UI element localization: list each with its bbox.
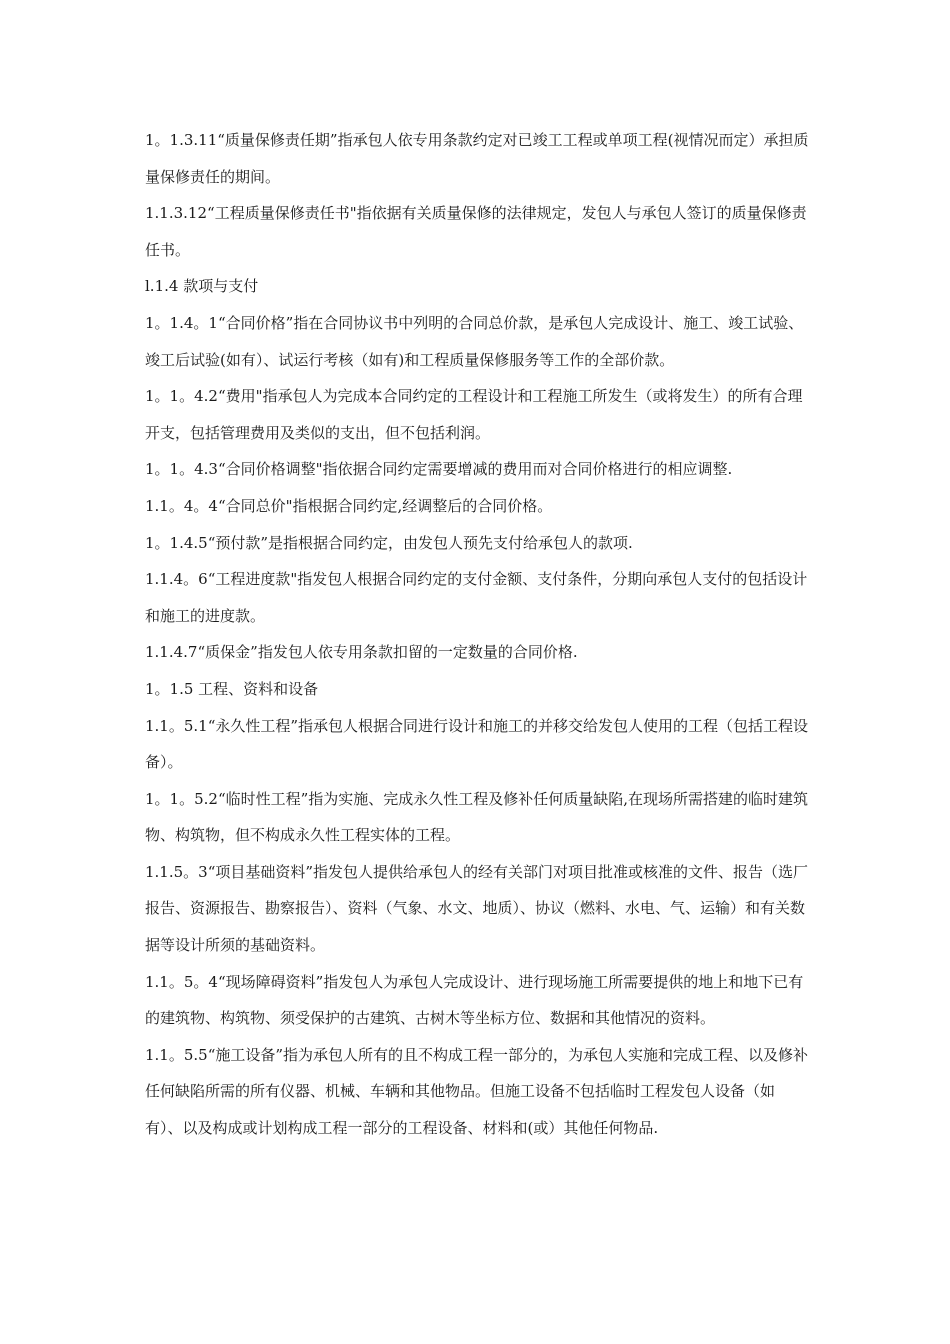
clause-1-1-3-11: 1。1.3.11“质量保修责任期”指承包人依专用条款约定对已竣工工程或单项工程(视情况而定）承担质量保修责任的期间。 [145,131,809,186]
clause-1-1-4-7: 1.1.4.7“质保金”指发包人依专用条款扣留的一定数量的合同价格. [145,643,578,662]
clause-1-1-4-6: 1.1.4。6“工程进度款"指发包人根据合同约定的支付金额、支付条件，分期向承包人支付的包括设计和施工的进度款。 [145,570,808,625]
section-heading-1-1-5: 1。1.5 工程、资料和设备 [145,679,319,698]
clause-1-1-3-12: 1.1.3.12“工程质量保修责任书"指依据有关质量保修的法律规定，发包人与承包人签订的质量保修责任书。 [145,204,807,259]
clause-1-1-5-2: 1。1。5.2“临时性工程”指为实施、完成永久性工程及修补任何质量缺陷,在现场所需搭建的临时建筑物、构筑物，但不构成永久性工程实体的工程。 [145,789,809,845]
document-body [145,122,810,1147]
clause-1-1-5-1: 1.1。5.1“永久性工程”指承包人根据合同进行设计和施工的并移交给发包人使用的工程（包括工程设备）。 [145,716,809,772]
clause-1-1-5-5: 1.1。5.5“施工设备”指为承包人所有的且不构成工程一部分的，为承包人实施和完成工程、以及修补任何缺陷所需的所有仪器、机械、车辆和其他物品。但施工设备不包括临时工程发包人设备（如有）、以及构成或计划构成工程一部分的工程设备、材料和(或）其他任何物品. [145,1045,809,1138]
section-heading-1-1-4: l.1.4 款项与支付 [145,277,259,296]
clause-1-1-4-1: 1。1.4。1“合同价格”指在合同协议书中列明的合同总价款，是承包人完成设计、施工、竣工试验、竣工后试验(如有）、试运行考核（如有)和工程质量保修服务等工作的全部价款。 [145,313,804,369]
clause-1-1-4-2: 1。1。4.2“费用"指承包人为完成本合同约定的工程设计和工程施工所发生（或将发生）的所有合理开支，包括管理费用及类似的支出，但不包括利润。 [145,387,803,442]
clause-1-1-5-4: 1.1。5。4“现场障碍资料”指发包人为承包人完成设计、进行现场施工所需要提供的地上和地下已有的建筑物、构筑物、须受保护的古建筑、古树木等坐标方位、数据和其他情况的资料。 [145,972,804,1028]
clause-1-1-4-3: 1。1。4.3“合同价格调整"指依据合同约定需要增减的费用而对合同价格进行的相应调整. [145,460,733,479]
clause-1-1-4-4: 1.1。4。4“合同总价"指根据合同约定,经调整后的合同价格。 [145,496,553,515]
clause-1-1-5-3: 1.1.5。3“项目基础资料”指发包人提供给承包人的经有关部门对项目批准或核准的文件、报告（选厂报告、资源报告、勘察报告）、资料（气象、水文、地质）、协议（燃料、水电、气、运输）和有关数据等设计所须的基础资料。 [145,862,809,955]
clause-1-1-4-5: 1。1.4.5“预付款”是指根据合同约定，由发包人预先支付给承包人的款项. [145,533,633,552]
